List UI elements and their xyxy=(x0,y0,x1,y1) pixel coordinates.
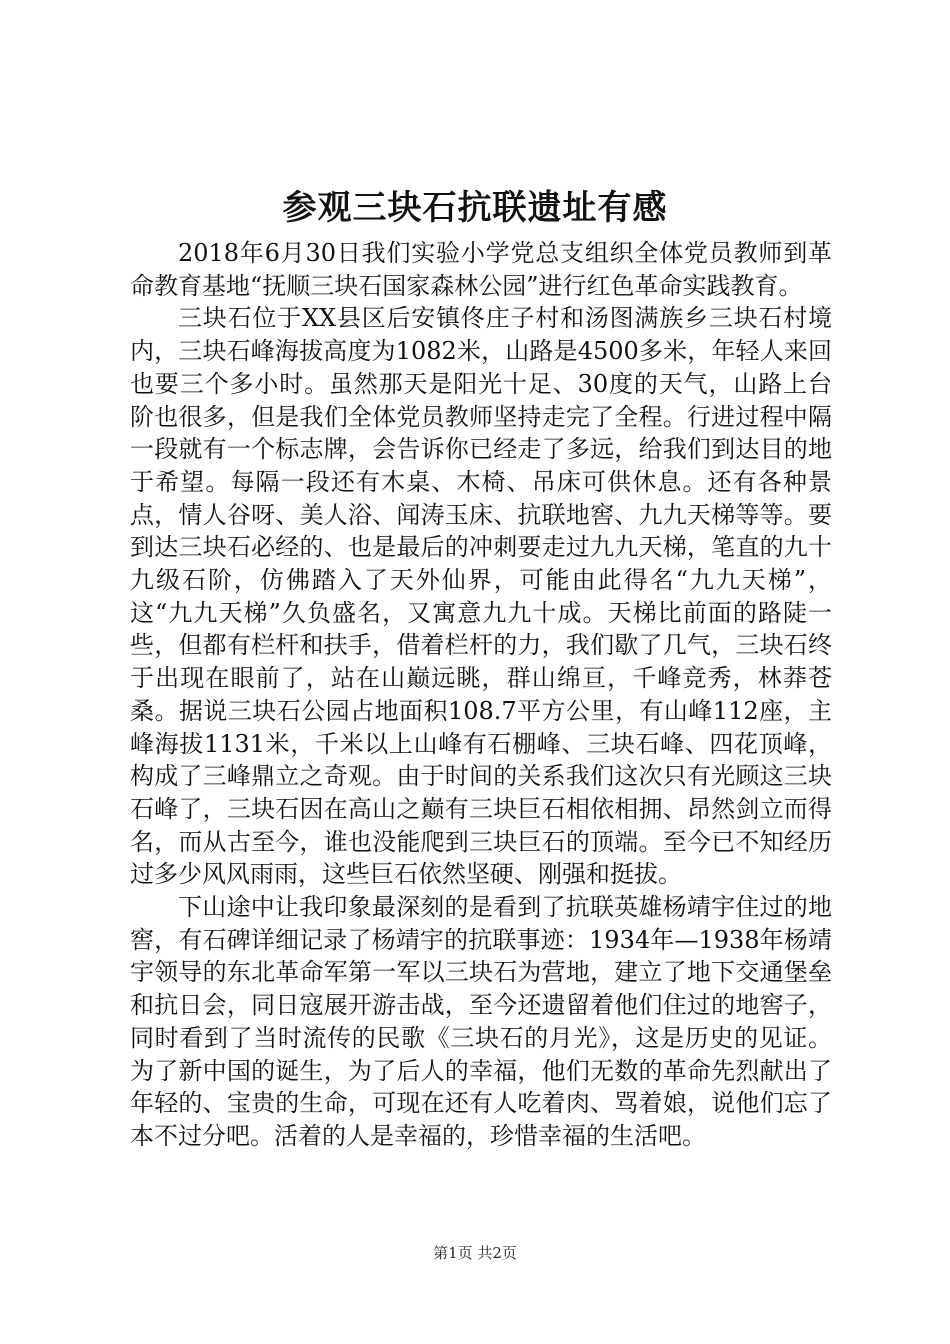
paragraph-intro: 2018年6月30日我们实验小学党总支组织全体党员教师到革命教育基地“抚顺三块石国家森林公园”进行红色革命实践教育。 xyxy=(130,239,832,300)
paragraph-reflection: 下山途中让我印象最深刻的是看到了抗联英雄杨靖宇住过的地窖，有石碑详细记录了杨靖宇的抗联事迹：1934年—1938年杨靖宇领导的东北革命军第一军以三块石为营地，建立了地下交通堡垒和抗日会，同日寇展开游击战，至今还遗留着他们住过的地窖子，同时看到了当时流传的民歌《三块石的月光》，这是历史的见证。为了新中国的诞生，为了后人的幸福，他们无数的革命先烈献出了年轻的、宝贵的生命，可现在还有人吃着肉、骂着娘，说他们忘了本不过分吧。活着的人是幸福的，珍惜幸福的生活吧。 xyxy=(130,893,832,1150)
paragraph-description: 三块石位于XX县区后安镇佟庄子村和汤图满族乡三块石村境内，三块石峰海拔高度为1082米，山路是4500多米，年轻人来回也要三个多小时。虽然那天是阳光十足、30度的天气，山路上台阶也很多，但是我们全体党员教师坚持走完了全程。行进过程中隔一段就有一个标志牌，会告诉你已经走了多远，给我们到达目的地于希望。每隔一段还有木桌、木椅、吊床可供休息。还有各种景点，情人谷呀、美人浴、闻涛玉床、抗联地窖、九九天梯等等。要到达三块石必经的、也是最后的冲刺要走过九九天梯，笔直的九十九级石阶，仿佛踏入了天外仙界，可能由此得名“九九天梯”，这“九九天梯”久负盛名，又寓意九九十成。天梯比前面的路陡一些，但都有栏杆和扶手，借着栏杆的力，我们歇了几气，三块石终于出现在眼前了，站在山巅远眺，群山绵亘，千峰竞秀，林莽苍桑。据说三块石公园占地面积108.7平方公里，有山峰112座，主峰海拔1131米，千米以上山峰有石棚峰、三块石峰、四花顶峰，构成了三峰鼎立之奇观。由于时间的关系我们这次只有光顾这三块石峰了，三块石因在高山之巅有三块巨石相依相拥、昂然剑立而得名，而从古至今，谁也没能爬到三块巨石的顶端。至今已不知经历过多少风风雨雨，这些巨石依然坚硬、刚强和挺拔。 xyxy=(130,304,832,889)
document-title: 参观三块石抗联遗址有感 xyxy=(282,188,668,228)
document-body xyxy=(130,237,832,1153)
page-footer: 第1页 共2页 xyxy=(433,1244,517,1262)
